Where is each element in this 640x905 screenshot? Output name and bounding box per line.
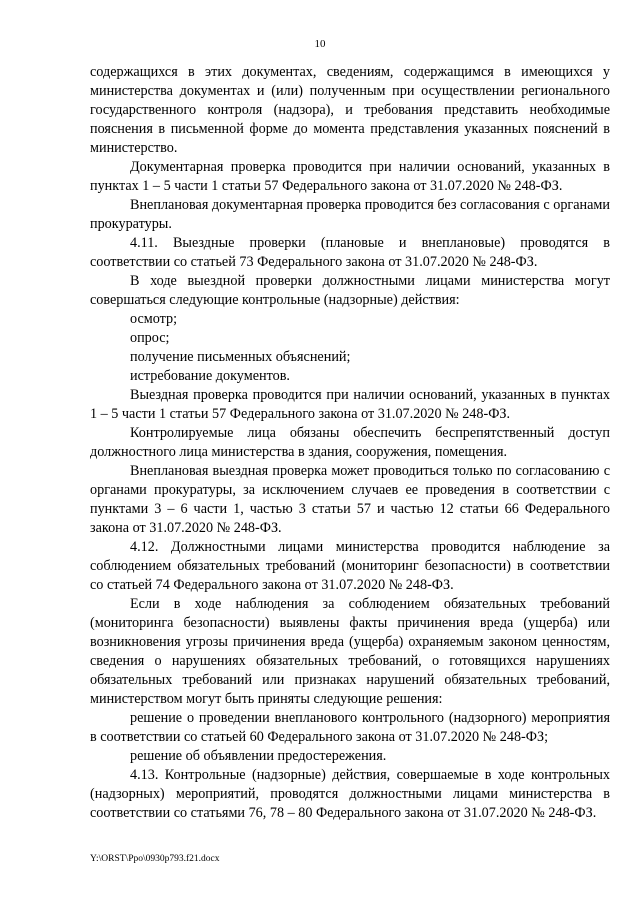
paragraph: содержащихся в этих документах, сведениям, содержащимся в имеющихся у министерства документах и (или) полученным при осуществлении регионального государственного контроля (надзора), и требования представить необходимые пояснения в письменной форме до момента представления указанных пояснений в министерство. <box>90 64 610 156</box>
paragraph: 4.13. Контрольные (надзорные) действия, совершаемые в ходе контрольных (надзорных) мероприятий, проводятся должностными лицами министерства в соответствии со статьями 76, 78 – 80 Федерального закона от 31.07.2020 № 248-ФЗ. <box>90 767 610 821</box>
list-item: опрос; <box>130 330 170 346</box>
footer-file-path: Y:\ORST\Ppo\0930p793.f21.docx <box>90 854 220 864</box>
list-item: получение письменных объяснений; <box>130 349 351 365</box>
paragraph: 4.12. Должностными лицами министерства проводится наблюдение за соблюдением обязательных требований (мониторинг безопасности) в соответствии со статьей 74 Федерального закона от 31.07.2020 № 248-ФЗ. <box>90 539 610 593</box>
paragraph: В ходе выездной проверки должностными лицами министерства могут совершаться следующие контрольные (надзорные) действия: <box>90 273 610 308</box>
paragraph: Контролируемые лица обязаны обеспечить беспрепятственный доступ должностного лица министерства в здания, сооружения, помещения. <box>90 425 610 460</box>
paragraph: решение об объявлении предостережения. <box>130 748 387 764</box>
paragraph: Если в ходе наблюдения за соблюдением обязательных требований (мониторинга безопасности) выявлены факты причинения вреда (ущерба) или возникновения угрозы причинения вреда (ущерба) охраняемым законом ценностям, сведения о нарушениях обязательных требований, о готовящихся нарушениях обязательных требований или признаках нарушений обязательных требований, министерством могут быть приняты следующие решения: <box>90 596 610 707</box>
paragraph: 4.11. Выездные проверки (плановые и внеплановые) проводятся в соответствии со статьей 73 Федерального закона от 31.07.2020 № 248-ФЗ. <box>90 235 610 270</box>
paragraph: Выездная проверка проводится при наличии оснований, указанных в пунктах 1 – 5 части 1 статьи 57 Федерального закона от 31.07.2020 № 248-ФЗ. <box>90 387 610 422</box>
list-item: истребование документов. <box>130 368 290 384</box>
paragraph: Документарная проверка проводится при наличии оснований, указанных в пунктах 1 – 5 части 1 статьи 57 Федерального закона от 31.07.2020 № 248-ФЗ. <box>90 159 610 194</box>
paragraph: решение о проведении внепланового контрольного (надзорного) мероприятия в соответствии со статьей 60 Федерального закона от 31.07.2020 № 248-ФЗ; <box>90 710 610 745</box>
document-body <box>90 63 610 823</box>
page-number: 10 <box>314 38 326 50</box>
list-item: осмотр; <box>130 311 178 327</box>
paragraph: Внеплановая выездная проверка может проводиться только по согласованию с органами прокуратуры, за исключением случаев ее проведения в соответствии с пунктами 3 – 6 части 1, частью 3 статьи 57 и частью 12 статьи 66 Федерального закона от 31.07.2020 № 248-ФЗ. <box>90 463 610 536</box>
paragraph: Внеплановая документарная проверка проводится без согласования с органами прокуратуры. <box>90 197 610 232</box>
